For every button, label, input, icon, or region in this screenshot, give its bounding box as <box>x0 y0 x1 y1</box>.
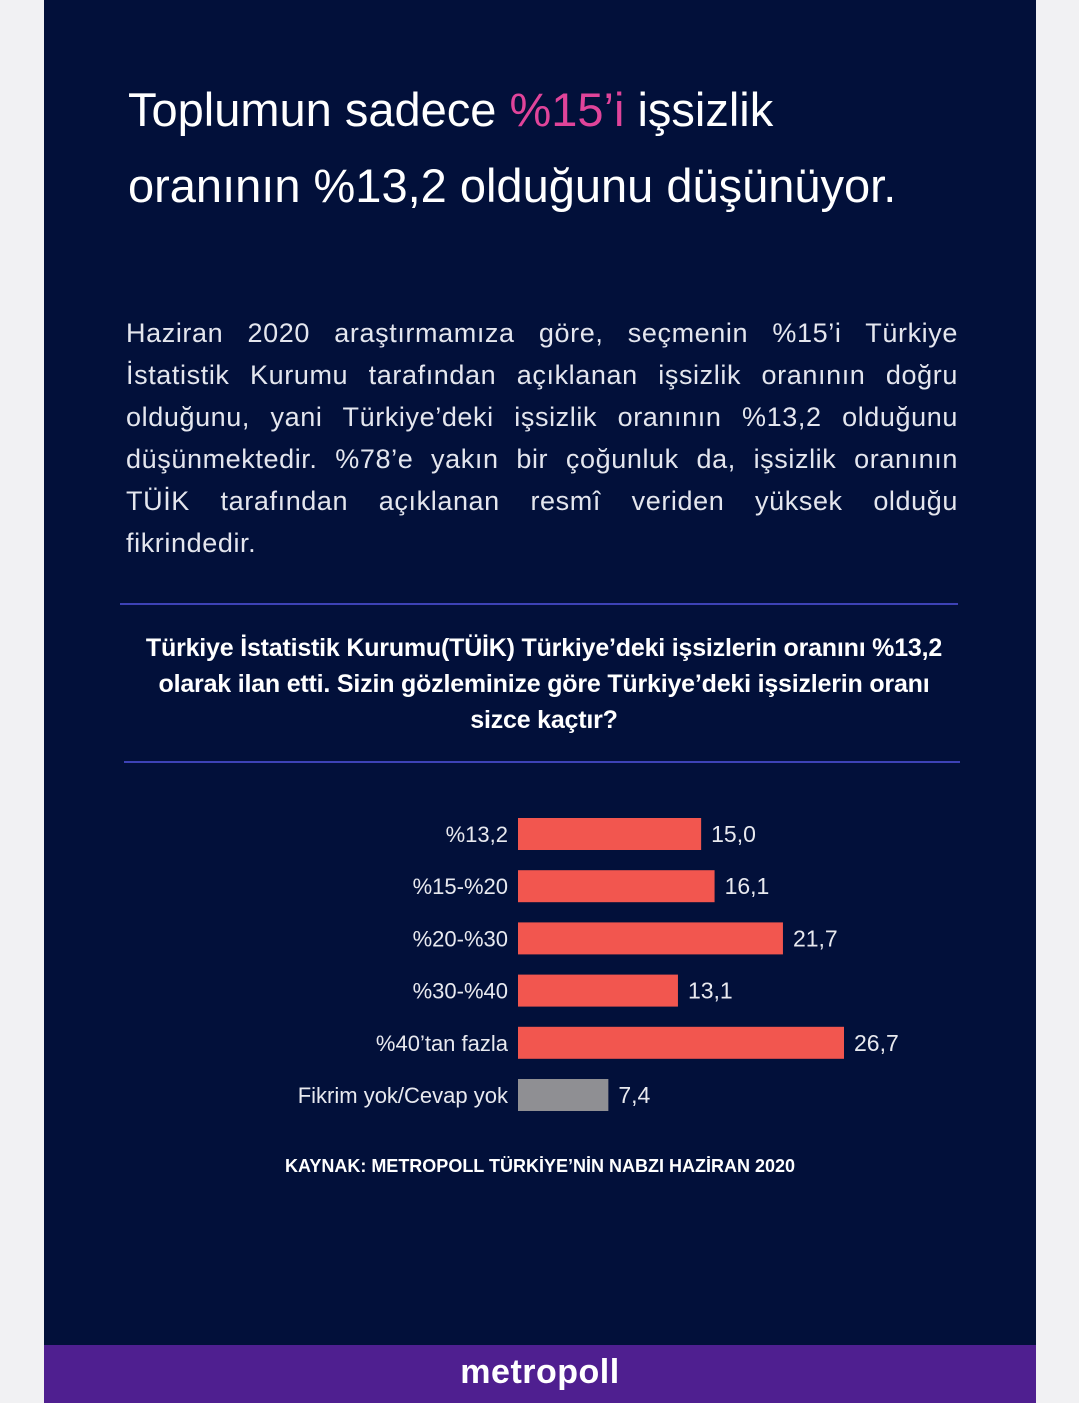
category-label: Fikrim yok/Cevap yok <box>297 1083 508 1108</box>
category-label: %40’tan fazla <box>375 1030 508 1056</box>
logo-part2: poll <box>557 1353 620 1391</box>
headline <box>128 72 928 224</box>
value-label: 26,7 <box>854 1029 899 1056</box>
value-label: 7,4 <box>618 1082 651 1108</box>
bar <box>518 870 715 902</box>
bar <box>518 975 678 1007</box>
divider-top <box>120 603 958 605</box>
headline-part1: Toplumun sadece <box>128 83 510 136</box>
bar <box>518 1079 608 1111</box>
category-label: %20-%30 <box>412 926 508 952</box>
bar <box>518 922 783 954</box>
category-label: %13,2 <box>445 822 508 847</box>
bar <box>518 818 701 850</box>
value-label: 21,7 <box>792 925 838 952</box>
source-note: KAYNAK: METROPOLL TÜRKİYE’NİN NABZI HAZİRAN 2020 <box>284 1156 796 1176</box>
divider-bottom <box>124 761 960 763</box>
headline-highlight: %15’i <box>509 83 625 136</box>
infographic-card <box>44 0 1036 1403</box>
metropoll-logo <box>44 1353 1036 1392</box>
value-label: 15,0 <box>711 821 756 847</box>
category-label: %15-%20 <box>412 874 508 900</box>
bar <box>518 1027 844 1059</box>
footer-bar <box>44 1345 1036 1403</box>
body-text: Haziran 2020 araştırmamıza göre, seçmenin %15’i Türkiye İstatistik Kurumu tarafından açıklanan işsizlik oranının doğru olduğunu, yani Türkiye’deki işsizlik oranının %13,2 olduğunu düşünmektedir. %78’e yakın bir çoğunluk da, işsizlik oranının TÜİK tarafından açıklanan resmî veriden yüksek olduğu fikrindedir. <box>126 318 958 558</box>
headline-part2: işsizlik oranının %13,2 olduğunu düşünüyor. <box>128 83 897 212</box>
value-label: 16,1 <box>724 873 770 900</box>
chart-question: Türkiye İstatistik Kurumu(TÜİK) Türkiye’deki işsizlerin oranını %13,2 olarak ilan etti. Sizin gözleminize göre Türkiye’deki işsizlerin oranı sizce kaçtır? <box>145 634 943 734</box>
category-label: %30-%40 <box>412 978 508 1004</box>
logo-part1: metro <box>460 1353 558 1391</box>
value-label: 13,1 <box>687 977 733 1004</box>
bar-chart <box>44 800 1036 1120</box>
